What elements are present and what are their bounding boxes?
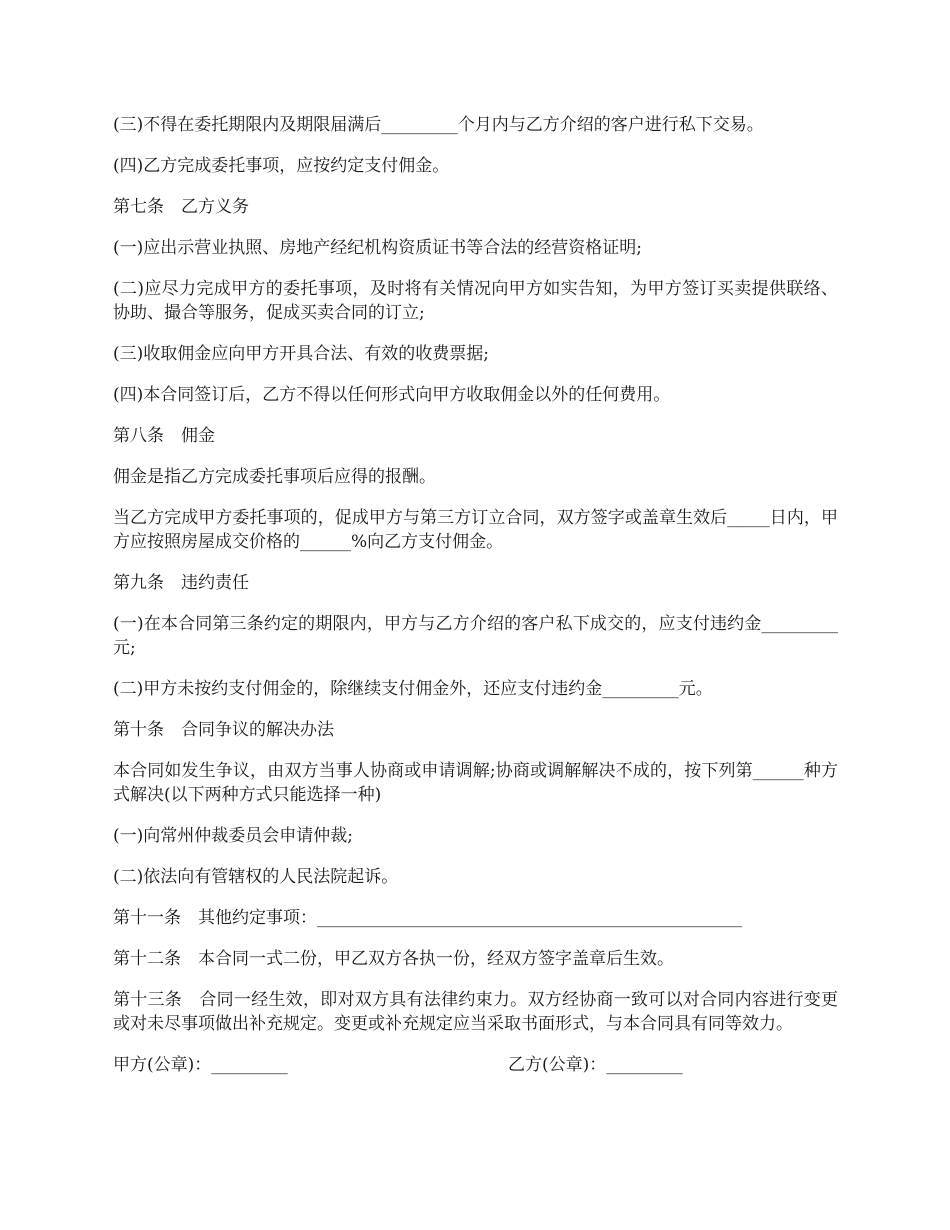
article-9-item-2: (二)甲方未按约支付佣金的，除继续支付佣金外，还应支付违约金_________元。 [113, 679, 713, 699]
article-12: 第十二条 本合同一式二份，甲乙双方各执一份，经双方签字盖章后生效。 [113, 949, 674, 969]
article-7-item-3: (三)收取佣金应向甲方开具合法、有效的收费票据; [113, 344, 489, 364]
article-7-item-2: (二)应尽力完成甲方的委托事项，及时将有关情况向甲方如实告知，为甲方签订买卖提供联络、协助、撮合等服务，促成买卖合同的订立; [113, 279, 838, 323]
article-10-item-2: (二)依法向有管辖权的人民法院起诉。 [113, 867, 399, 887]
signature-row [113, 1053, 838, 1077]
contract-page [113, 113, 838, 1077]
article-9-item-1: (一)在本合同第三条约定的期限内，甲方与乙方介绍的客户私下成交的，应支付违约金_________元; [113, 614, 838, 658]
article-7-item-1: (一)应出示营业执照、房地产经纪机构资质证书等合法的经营资格证明; [113, 238, 642, 258]
article-13: 第十三条 合同一经生效，即对双方具有法律约束力。双方经协商一致可以对合同内容进行变更或对未尽事项做出补充规定。变更或补充规定应当采取书面形式，与本合同具有同等效力。 [113, 990, 838, 1034]
article-8-definition: 佣金是指乙方完成委托事项后应得的报酬。 [113, 467, 436, 487]
article-10-body: 本合同如发生争议，由双方当事人协商或申请调解;协商或调解解决不成的，按下列第______种方式解决(以下两种方式只能选择一种) [113, 761, 838, 805]
article-8-payment-terms: 当乙方完成甲方委托事项的，促成甲方与第三方订立合同，双方签字或盖章生效后_____日内，甲方应按照房屋成交价格的______%向乙方支付佣金。 [113, 508, 838, 552]
party-a-signature: 甲方(公章)：_________ [113, 1055, 288, 1075]
article-7-heading: 第七条 乙方义务 [113, 197, 249, 217]
clause-3-no-private-trade: (三)不得在委托期限内及期限届满后_________个月内与乙方介绍的客户进行私下交易。 [113, 115, 764, 135]
article-7-item-4: (四)本合同签订后，乙方不得以任何形式向甲方收取佣金以外的任何费用。 [113, 385, 671, 405]
article-9-heading: 第九条 违约责任 [113, 573, 249, 593]
party-b-signature: 乙方(公章)：_________ [508, 1055, 683, 1075]
article-10-item-1: (一)向常州仲裁委员会申请仲裁; [113, 826, 353, 846]
article-11: 第十一条 其他约定事项：__________________________________________________ [113, 908, 742, 928]
article-10-heading: 第十条 合同争议的解决办法 [113, 720, 334, 740]
clause-4-pay-commission: (四)乙方完成委托事项，应按约定支付佣金。 [113, 156, 450, 176]
article-8-heading: 第八条 佣金 [113, 426, 215, 446]
